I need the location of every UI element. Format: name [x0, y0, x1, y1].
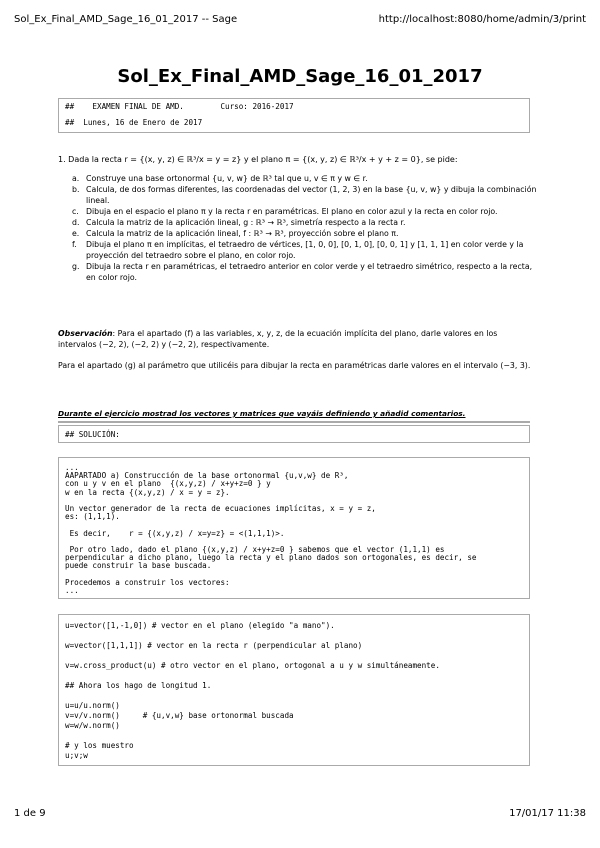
problem-item-label: d.	[72, 218, 80, 227]
observation	[58, 328, 538, 350]
code-line	[65, 731, 523, 741]
header-cell-line-2: ## Lunes, 16 de Enero de 2017	[65, 118, 203, 127]
comment-line: AAPARTADO a) Construcción de la base ortonormal {u,v,w} de R³,	[65, 471, 349, 481]
code-line	[65, 651, 523, 661]
code-line	[65, 631, 523, 641]
problem-item	[72, 217, 538, 228]
comment-line: Procedemos a construir los vectores:	[65, 577, 230, 587]
print-footer	[14, 808, 586, 822]
comment-line: w en la recta {(x,y,z) / x = y = z}.	[65, 487, 230, 497]
problem-intro: 1. Dada la recta r = {(x, y, z) ∈ ℝ³/x = y = z} y el plano π = {(x, y, z) ∈ ℝ³/x + y + z = 0}, se pide:	[58, 155, 458, 164]
problem-item-text: Calcula la matriz de la aplicación lineal, f : ℝ³ → ℝ³, proyección sobre el plano π.	[86, 229, 399, 238]
page-counter: 1 de 9	[14, 808, 46, 819]
code-line: w=vector([1,1,1]) # vector en la recta r (perpendicular al plano)	[65, 641, 363, 650]
problem-item	[72, 184, 538, 206]
comment-cell[interactable]	[58, 421, 530, 423]
problem-item-text: Calcula la matriz de la aplicación lineal, g : ℝ³ → ℝ³, simetría respecto a la recta r.	[86, 218, 406, 227]
header-cell[interactable]	[58, 98, 530, 133]
problem-item-label: e.	[72, 229, 80, 238]
comment-line: con u y v en el plano {(x,y,z) / x+y+z=0 } y	[65, 479, 271, 489]
print-timestamp: 17/01/17 11:38	[509, 808, 586, 819]
problem-item-label: c.	[72, 207, 79, 216]
header-cell-line-1: ## EXAMEN FINAL DE AMD. Curso: 2016-2017	[65, 102, 294, 111]
comment-line: perpendicular a dicho plano, luego la recta y el plano dados son ortogonales, es decir, se	[65, 553, 477, 563]
observation-label: Observación	[58, 329, 113, 338]
problem-item-label: g.	[72, 262, 80, 271]
problem-item	[72, 206, 538, 217]
print-header	[14, 14, 586, 28]
problem-item-label: b.	[72, 185, 80, 194]
problem-item	[72, 173, 538, 184]
instruction	[58, 408, 538, 419]
print-header-title: Sol_Ex_Final_AMD_Sage_16_01_2017 -- Sage	[14, 14, 238, 25]
code-line: u=u/u.norm()	[65, 701, 120, 710]
para-g: Para el apartado (g) al parámetro que utilicéis para dibujar la recta en paramétricas darle valores en el intervalo (−3, 3).	[58, 361, 531, 370]
code-line	[65, 671, 523, 681]
problem-item-text: Calcula, de dos formas diferentes, las coordenadas del vector (1, 2, 3) en la base {u, v, w} y dibuja la combinación lineal.	[86, 185, 537, 205]
comment-line: ...	[65, 463, 79, 472]
problem-item	[72, 239, 538, 261]
comment-line: Es decir, r = {(x,y,z) / x=y=z} = <(1,1,1)>.	[65, 528, 285, 538]
comment-line: es: (1,1,1).	[65, 512, 120, 522]
comment-line: Un vector generador de la recta de ecuaciones implícitas, x = y = z,	[65, 504, 376, 513]
problem-item	[72, 228, 538, 239]
solution-cell-text: ## SOLUCIÓN:	[65, 430, 120, 439]
problem-item-text: Dibuja la recta r en paramétricas, el tetraedro anterior en color verde y el tetraedro simétrico, respecto a la recta, en color rojo.	[86, 262, 533, 282]
code-line: u=vector([1,-1,0]) # vector en el plano (elegido "a mano").	[65, 621, 335, 630]
comment-line: ...	[65, 585, 79, 595]
problem-item-label: a.	[72, 174, 80, 183]
problem-item-text: Dibuja en el espacio el plano π y la recta r en paramétricas. El plano en color azul y la recta en color rojo.	[86, 207, 498, 216]
code-line	[65, 691, 523, 701]
code-line: u;v;w	[65, 751, 88, 760]
page-title: Sol_Ex_Final_AMD_Sage_16_01_2017	[117, 66, 483, 87]
problem-statement	[58, 154, 538, 283]
observation-text: : Para el apartado (f) a las variables, x, y, z, de la ecuación implícita del plano, darle valores en los intervalos (−2, 2), (−2, 2) y (−2, 2), respectivamente.	[58, 329, 498, 349]
code-line: ## Ahora los hago de longitud 1.	[65, 681, 212, 690]
problem-item	[72, 261, 538, 283]
code-cell[interactable]	[58, 614, 530, 766]
comment-line: Por otro lado, dado el plano {(x,y,z) / x+y+z=0 } sabemos que el vector (1,1,1) es	[65, 544, 445, 554]
problem-item-text: Dibuja el plano π en implícitas, el tetraedro de vértices, [1, 0, 0], [0, 1, 0], [0, 0, 1] y [1, 1, 1] en color verde y la proyección del tetraedro sobre el plano, en color rojo.	[86, 240, 524, 260]
code-line: v=v/v.norm() # {u,v,w} base ortonormal buscada	[65, 711, 294, 720]
instruction-text: Durante el ejercicio mostrad los vectores y matrices que vayáis definiendo y añadid comentarios.	[58, 409, 466, 418]
problem-item-text: Construye una base ortonormal {u, v, w} de ℝ³ tal que u, v ∈ π y w ∈ r.	[86, 174, 368, 183]
print-header-url: http://localhost:8080/home/admin/3/print	[378, 14, 586, 25]
code-line: v=w.cross_product(u) # otro vector en el plano, ortogonal a u y w simultáneamente.	[65, 661, 440, 670]
problem-items	[64, 173, 538, 283]
solution-cell[interactable]	[58, 425, 530, 443]
code-line: w=w/w.norm()	[65, 721, 120, 730]
problem-item-label: f.	[72, 240, 77, 249]
comment-line: puede construir la base buscada.	[65, 561, 212, 571]
markdown-comment-cell[interactable]	[58, 457, 530, 599]
code-line: # y los muestro	[65, 741, 134, 750]
